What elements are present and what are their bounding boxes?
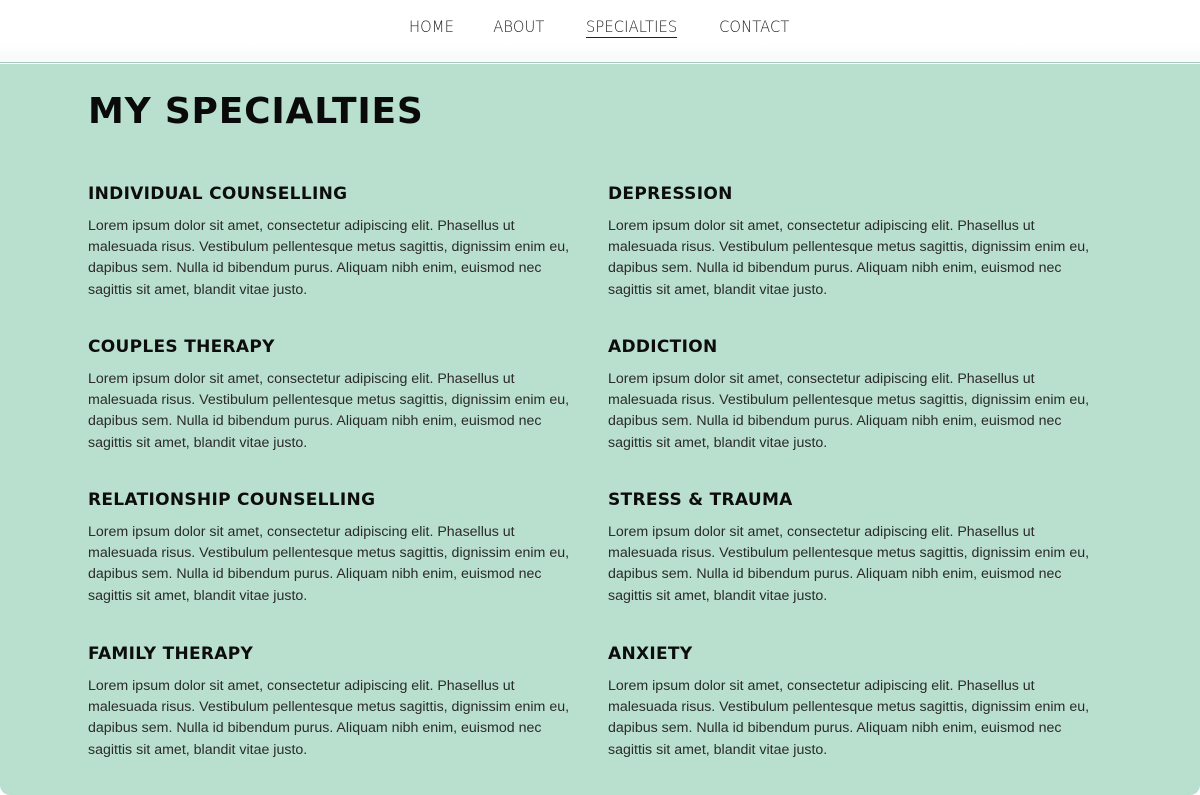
specialty-item-anxiety (608, 644, 1103, 761)
nav-link-home[interactable] (390, 17, 474, 36)
nav-link-label: SPECIALTIES (585, 16, 678, 36)
nav-link-contact[interactable] (699, 17, 811, 36)
specialty-item-relationship-counselling (88, 490, 583, 607)
specialty-title: ANXIETY (608, 644, 693, 664)
nav-link-label: ABOUT (493, 16, 545, 36)
specialty-title: STRESS & TRAUMA (608, 490, 793, 510)
specialty-item-couples-therapy (88, 337, 583, 454)
specialty-item-stress-trauma (608, 490, 1103, 607)
specialty-description: Lorem ipsum dolor sit amet, consectetur adipiscing elit. Phasellus ut malesuada risus. Vestibulum pellentesque metus sagittis, dignissim enim eu, dapibus sem. Nulla id bibendum purus. Aliquam nibh enim, euismod nec sagittis sit amet, blandit vitae justo. (608, 524, 1090, 604)
specialty-title: FAMILY THERAPY (88, 644, 254, 664)
specialty-description: Lorem ipsum dolor sit amet, consectetur adipiscing elit. Phasellus ut malesuada risus. Vestibulum pellentesque metus sagittis, dignissim enim eu, dapibus sem. Nulla id bibendum purus. Aliquam nibh enim, euismod nec sagittis sit amet, blandit vitae justo. (88, 371, 570, 451)
specialty-item-addiction (608, 337, 1103, 454)
page-title: MY SPECIALTIES (88, 91, 424, 132)
specialty-description: Lorem ipsum dolor sit amet, consectetur adipiscing elit. Phasellus ut malesuada risus. Vestibulum pellentesque metus sagittis, dignissim enim eu, dapibus sem. Nulla id bibendum purus. Aliquam nibh enim, euismod nec sagittis sit amet, blandit vitae justo. (608, 218, 1090, 298)
specialty-title: INDIVIDUAL COUNSELLING (88, 184, 348, 204)
top-navigation (0, 0, 1200, 63)
specialty-description: Lorem ipsum dolor sit amet, consectetur adipiscing elit. Phasellus ut malesuada risus. Vestibulum pellentesque metus sagittis, dignissim enim eu, dapibus sem. Nulla id bibendum purus. Aliquam nibh enim, euismod nec sagittis sit amet, blandit vitae justo. (608, 371, 1090, 451)
specialty-description: Lorem ipsum dolor sit amet, consectetur adipiscing elit. Phasellus ut malesuada risus. Vestibulum pellentesque metus sagittis, dignissim enim eu, dapibus sem. Nulla id bibendum purus. Aliquam nibh enim, euismod nec sagittis sit amet, blandit vitae justo. (88, 218, 570, 298)
specialty-description: Lorem ipsum dolor sit amet, consectetur adipiscing elit. Phasellus ut malesuada risus. Vestibulum pellentesque metus sagittis, dignissim enim eu, dapibus sem. Nulla id bibendum purus. Aliquam nibh enim, euismod nec sagittis sit amet, blandit vitae justo. (88, 524, 570, 604)
nav-link-label: CONTACT (719, 16, 790, 36)
specialty-item-depression (608, 184, 1103, 301)
specialty-title: COUPLES THERAPY (88, 337, 275, 357)
specialties-section (0, 64, 1200, 795)
nav-link-label: HOME (409, 16, 455, 36)
specialty-description: Lorem ipsum dolor sit amet, consectetur adipiscing elit. Phasellus ut malesuada risus. Vestibulum pellentesque metus sagittis, dignissim enim eu, dapibus sem. Nulla id bibendum purus. Aliquam nibh enim, euismod nec sagittis sit amet, blandit vitae justo. (88, 678, 570, 758)
nav-link-about[interactable] (474, 17, 565, 36)
main-nav (390, 16, 811, 38)
specialty-item-family-therapy (88, 644, 583, 761)
specialty-title: DEPRESSION (608, 184, 733, 204)
nav-link-specialties[interactable] (564, 17, 698, 38)
specialty-item-individual-counselling (88, 184, 583, 301)
specialty-description: Lorem ipsum dolor sit amet, consectetur adipiscing elit. Phasellus ut malesuada risus. Vestibulum pellentesque metus sagittis, dignissim enim eu, dapibus sem. Nulla id bibendum purus. Aliquam nibh enim, euismod nec sagittis sit amet, blandit vitae justo. (608, 678, 1090, 758)
specialty-title: RELATIONSHIP COUNSELLING (88, 490, 376, 510)
nav-list (390, 17, 811, 38)
specialty-title: ADDICTION (608, 337, 718, 357)
